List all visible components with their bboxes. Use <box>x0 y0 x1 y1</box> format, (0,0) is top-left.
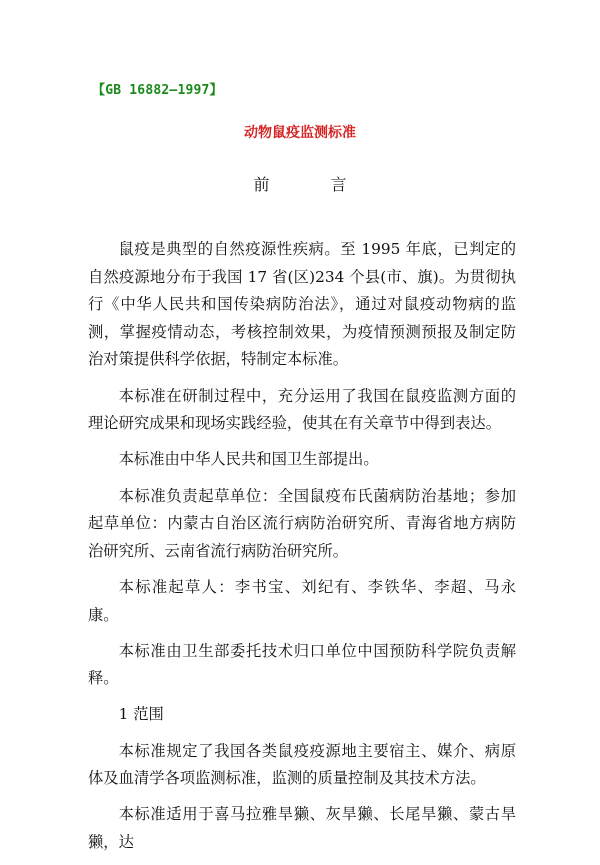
paragraph: 本标准在研制过程中，充分运用了我国在鼠疫监测方面的理论研究成果和现场实践经验，使其在有关章节中得到表达。 <box>88 386 516 433</box>
paragraph: 本标准规定了我国各类鼠疫疫源地主要宿主、媒介、病原体及血清学各项监测标准，监测的质量控制及其技术方法。 <box>88 741 516 788</box>
document-body <box>88 236 516 865</box>
paragraph: 本标准由中华人民共和国卫生部提出。 <box>118 450 379 469</box>
paragraph: 本标准起草人：李书宝、刘纪有、李铁华、李超、马永康。 <box>88 577 516 624</box>
paragraph: 本标准适用于喜马拉雅旱獭、灰旱獭、长尾旱獭、蒙古旱獭，达 <box>88 805 516 852</box>
paragraph: 鼠疫是典型的自然疫源性疾病。至 1995 年底，已判定的自然疫源地分布于我国 17 省(区)234 个县(市、旗)。为贯彻执行《中华人民共和国传染病防治法》，通过对鼠疫动物病的监测，掌握疫情动态，考核控制效果，为疫情预测预报及制定防治对策提供科学依据，特制定本标准。 <box>88 240 516 369</box>
standard-code: 【GB 16882—1997】 <box>92 83 223 98</box>
paragraph: 本标准由卫生部委托技术归口单位中国预防科学院负责解释。 <box>88 641 516 688</box>
document-title: 动物鼠疫监测标准 <box>244 125 356 141</box>
section-heading: 1 范围 <box>118 705 164 724</box>
paragraph: 本标准负责起草单位：全国鼠疫布氏菌病防治基地；参加起草单位：内蒙古自治区流行病防治研究所、青海省地方病防治研究所、云南省流行病防治研究所。 <box>88 486 516 560</box>
preface-heading: 前 言 <box>253 175 375 194</box>
